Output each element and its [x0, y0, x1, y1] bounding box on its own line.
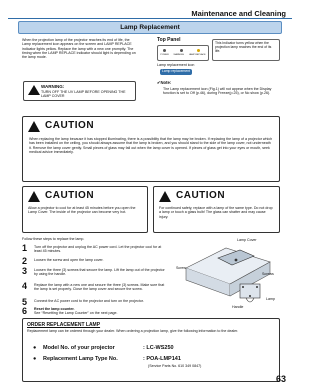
power-led-icon — [163, 49, 166, 52]
step-title: Reset the lamp counter. — [34, 307, 75, 311]
bullet-icon: ● — [33, 356, 37, 362]
label-lamp: Lamp — [266, 297, 275, 301]
step-text: Connect the AC power cord to the projector and turn on the projector. — [34, 299, 144, 303]
warning-title: WARNING: — [41, 84, 65, 89]
steps-intro: Follow these steps to replace the lamp. — [22, 237, 85, 241]
step-number: 2 — [22, 256, 28, 266]
caution-triangle-icon — [159, 191, 171, 202]
label-lamp-cover: Lamp Cover — [237, 238, 257, 242]
screw-icon — [235, 259, 238, 262]
step-number: 3 — [22, 266, 28, 276]
screw-icon — [249, 295, 251, 297]
caution-right-box — [153, 186, 280, 233]
note-title: ✔Note: — [157, 80, 172, 85]
label-screws: Screws — [262, 272, 274, 276]
step-text: Loosen the three (3) screws that secure the lamp. Lift the lamp out of the projector by using the handle. — [34, 268, 165, 277]
order-box — [22, 318, 280, 382]
order-title: ORDER REPLACEMENT LAMP — [27, 322, 101, 328]
order-item-label: Model No. of your projector — [43, 345, 115, 351]
caution-right-text: For continued safety, replace with a lamp of the same type. Do not drop a lamp or touch a glass bulb! The glass can shatter and may cause injury. — [159, 206, 273, 219]
indicator-label: WARNING — [173, 54, 184, 56]
top-panel-diagram — [157, 45, 209, 61]
step-text: See “Resetting the Lamp Counter” on the next page. — [34, 311, 118, 315]
caution-right-title: CAUTION — [176, 190, 226, 201]
caution-main-text: When replacing the lamp because it has stopped illuminating, there is a possibility that the lamp may be broken. If replacing the lamp of a projector which has been installed on the ceiling, you should always assume that the lamp is broken, and you should stand to the side of the lamp cover, not underneath it. Remove the lamp cover gently. Small pieces of glass may fall out when the lamp cover is opened. If pieces of glass get into your eyes or mouth, seek medical advice immediately. — [29, 137, 273, 154]
lamp-icon-label: Lamp replacement icon — [157, 63, 195, 67]
bullet-icon: ● — [33, 345, 37, 351]
lamp-replacement-icon: Lamp replacement — [161, 69, 191, 73]
screw-icon — [242, 286, 244, 288]
caution-main-box — [22, 116, 280, 182]
caution-main-title: CAUTION — [45, 120, 95, 131]
caution-left-box — [22, 186, 148, 233]
order-item-label: Replacement Lamp Type No. — [43, 356, 118, 362]
order-item-sub: (Service Parts No. 610 349 0847) — [148, 364, 202, 368]
warning-triangle-icon — [28, 85, 40, 95]
page-number: 63 — [275, 374, 286, 384]
lamp-replace-led-icon — [197, 49, 200, 52]
warning-box — [23, 81, 136, 101]
indicator-callout: This Indicator turns yellow when the projection lamp reaches the end of its life. — [212, 39, 280, 61]
order-text: Replacement lamp can be ordered through your dealer. When ordering a projection lamp, give the following information to the dealer. — [27, 329, 239, 333]
section-title: Lamp Replacement — [18, 21, 282, 34]
order-item-value: : POA-LMP141 — [143, 356, 181, 362]
handle-shape — [246, 298, 254, 302]
header-divider — [8, 18, 292, 19]
step-text: Turn off the projector and unplug the AC power cord. Let the projector cool for at least 45 minutes. — [34, 245, 162, 254]
top-panel-title: Top Panel — [157, 37, 181, 43]
indicator-label: POWER — [160, 54, 169, 56]
step-number: 1 — [22, 243, 28, 253]
note-text: The Lamp replacement icon (Fig.1) will not appear when the Display function is set to Off (p.46), during Freeze(p.25), or No show (p.26). — [163, 87, 272, 96]
label-handle: Handle — [232, 305, 244, 309]
warning-text: TURN OFF THE UV LAMP BEFORE OPENING THE LAMP COVER — [41, 90, 126, 99]
caution-triangle-icon — [28, 121, 40, 132]
caution-left-title: CAUTION — [45, 190, 95, 201]
step-text: Replace the lamp with a new one and secure the three (3) screws. Make sure that the lamp is set properly. Close the lamp cover and secure the screw. — [34, 283, 165, 292]
page-header-title: Maintenance and Cleaning — [191, 9, 286, 18]
step-number: 4 — [22, 281, 28, 291]
warning-led-icon — [180, 49, 183, 52]
step-number: 6 — [22, 306, 28, 316]
intro-text: When the projection lamp of the projector reaches its end of life, the Lamp replacement icon appears on the screen and LAMP REPLACE indicator lights yellow. Replace the lamp with a new one promptly. The timing when the LAMP REPLACE indicator should light is depending on the lamp mode. — [22, 38, 136, 60]
screw-icon — [256, 286, 258, 288]
indicator-label: LAMP REPLACE — [188, 54, 206, 56]
order-item-value: : LC-WS250 — [143, 345, 174, 351]
caution-triangle-icon — [28, 191, 40, 202]
step-number: 5 — [22, 297, 28, 307]
step-text: Loosen the screw and open the lamp cover. — [34, 258, 104, 262]
caution-left-text: Allow a projector to cool for at least 45 minutes before you open the Lamp Cover. The inside of the projector can become very hot. — [28, 206, 136, 215]
label-screw: Screw — [176, 266, 186, 270]
